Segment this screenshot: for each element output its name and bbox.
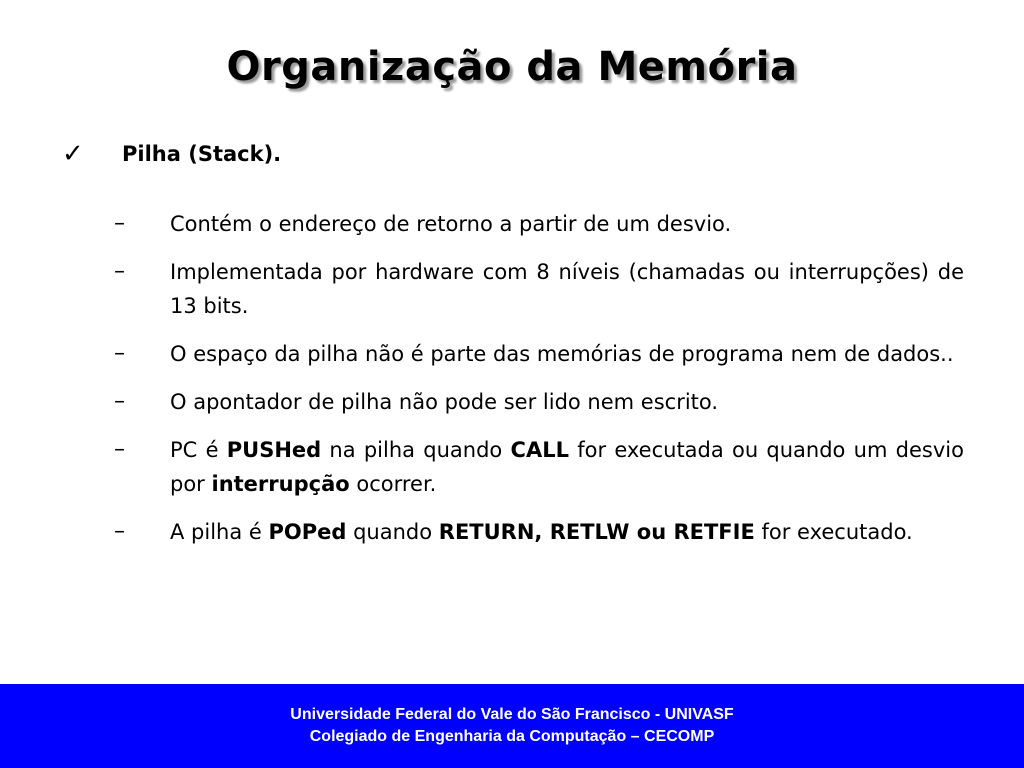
slide-title: Organização da Memória [226, 44, 798, 90]
sub-bullet [114, 433, 964, 501]
dash-marker: – [114, 437, 125, 462]
sub-bullet-text [170, 385, 964, 419]
text-run: for executado. [754, 520, 913, 544]
sub-bullet-text [170, 515, 964, 549]
dash-marker: – [114, 211, 125, 236]
sub-bullet [114, 515, 964, 549]
text-run: for executada ou quando um desvio por [170, 438, 964, 496]
footer-line-colegiado: Colegiado de Engenharia da Computação – CECOMP [309, 728, 715, 745]
sub-bullet-text [170, 207, 964, 241]
text-run: Contém o endereço de retorno a partir de um desvio. [170, 212, 732, 236]
sub-bullet [114, 255, 964, 323]
text-run: Implementada por hardware com 8 níveis (chamadas ou interrupções) de 13 bits. [170, 260, 964, 318]
sub-bullet-text [170, 433, 964, 501]
checkmark-icon: ✓ [62, 139, 84, 169]
bold-term: interrupção [211, 472, 350, 496]
dash-marker: – [114, 259, 125, 284]
text-run: A pilha é [170, 520, 269, 544]
text-run: quando [346, 520, 439, 544]
sub-bullet [114, 207, 964, 241]
text-run: na pilha quando [321, 438, 511, 462]
bold-term: POPed [268, 520, 347, 544]
text-run: ocorrer. [349, 472, 437, 496]
bold-term: RETURN, RETLW ou RETFIE [438, 520, 755, 544]
dash-marker: – [114, 341, 125, 366]
sub-bullet [114, 385, 964, 419]
text-run: O apontador de pilha não pode ser lido nem escrito. [170, 390, 719, 414]
footer-bar [0, 684, 1024, 768]
text-run: PC é [170, 438, 227, 462]
sub-bullet-list [114, 207, 964, 563]
bold-term: CALL [510, 438, 569, 462]
text-run: O espaço da pilha não é parte das memórias de programa nem de dados.. [170, 342, 954, 366]
dash-marker: – [114, 389, 125, 414]
main-bullet-label: Pilha (Stack). [122, 142, 282, 166]
bold-term: PUSHed [226, 438, 322, 462]
main-bullet [62, 141, 281, 167]
sub-bullet-text [170, 337, 964, 371]
sub-bullet [114, 337, 964, 371]
dash-marker: – [114, 519, 125, 544]
footer-line-university: Universidade Federal do Vale do São Francisco - UNIVASF [290, 706, 734, 723]
sub-bullet-text [170, 255, 964, 323]
